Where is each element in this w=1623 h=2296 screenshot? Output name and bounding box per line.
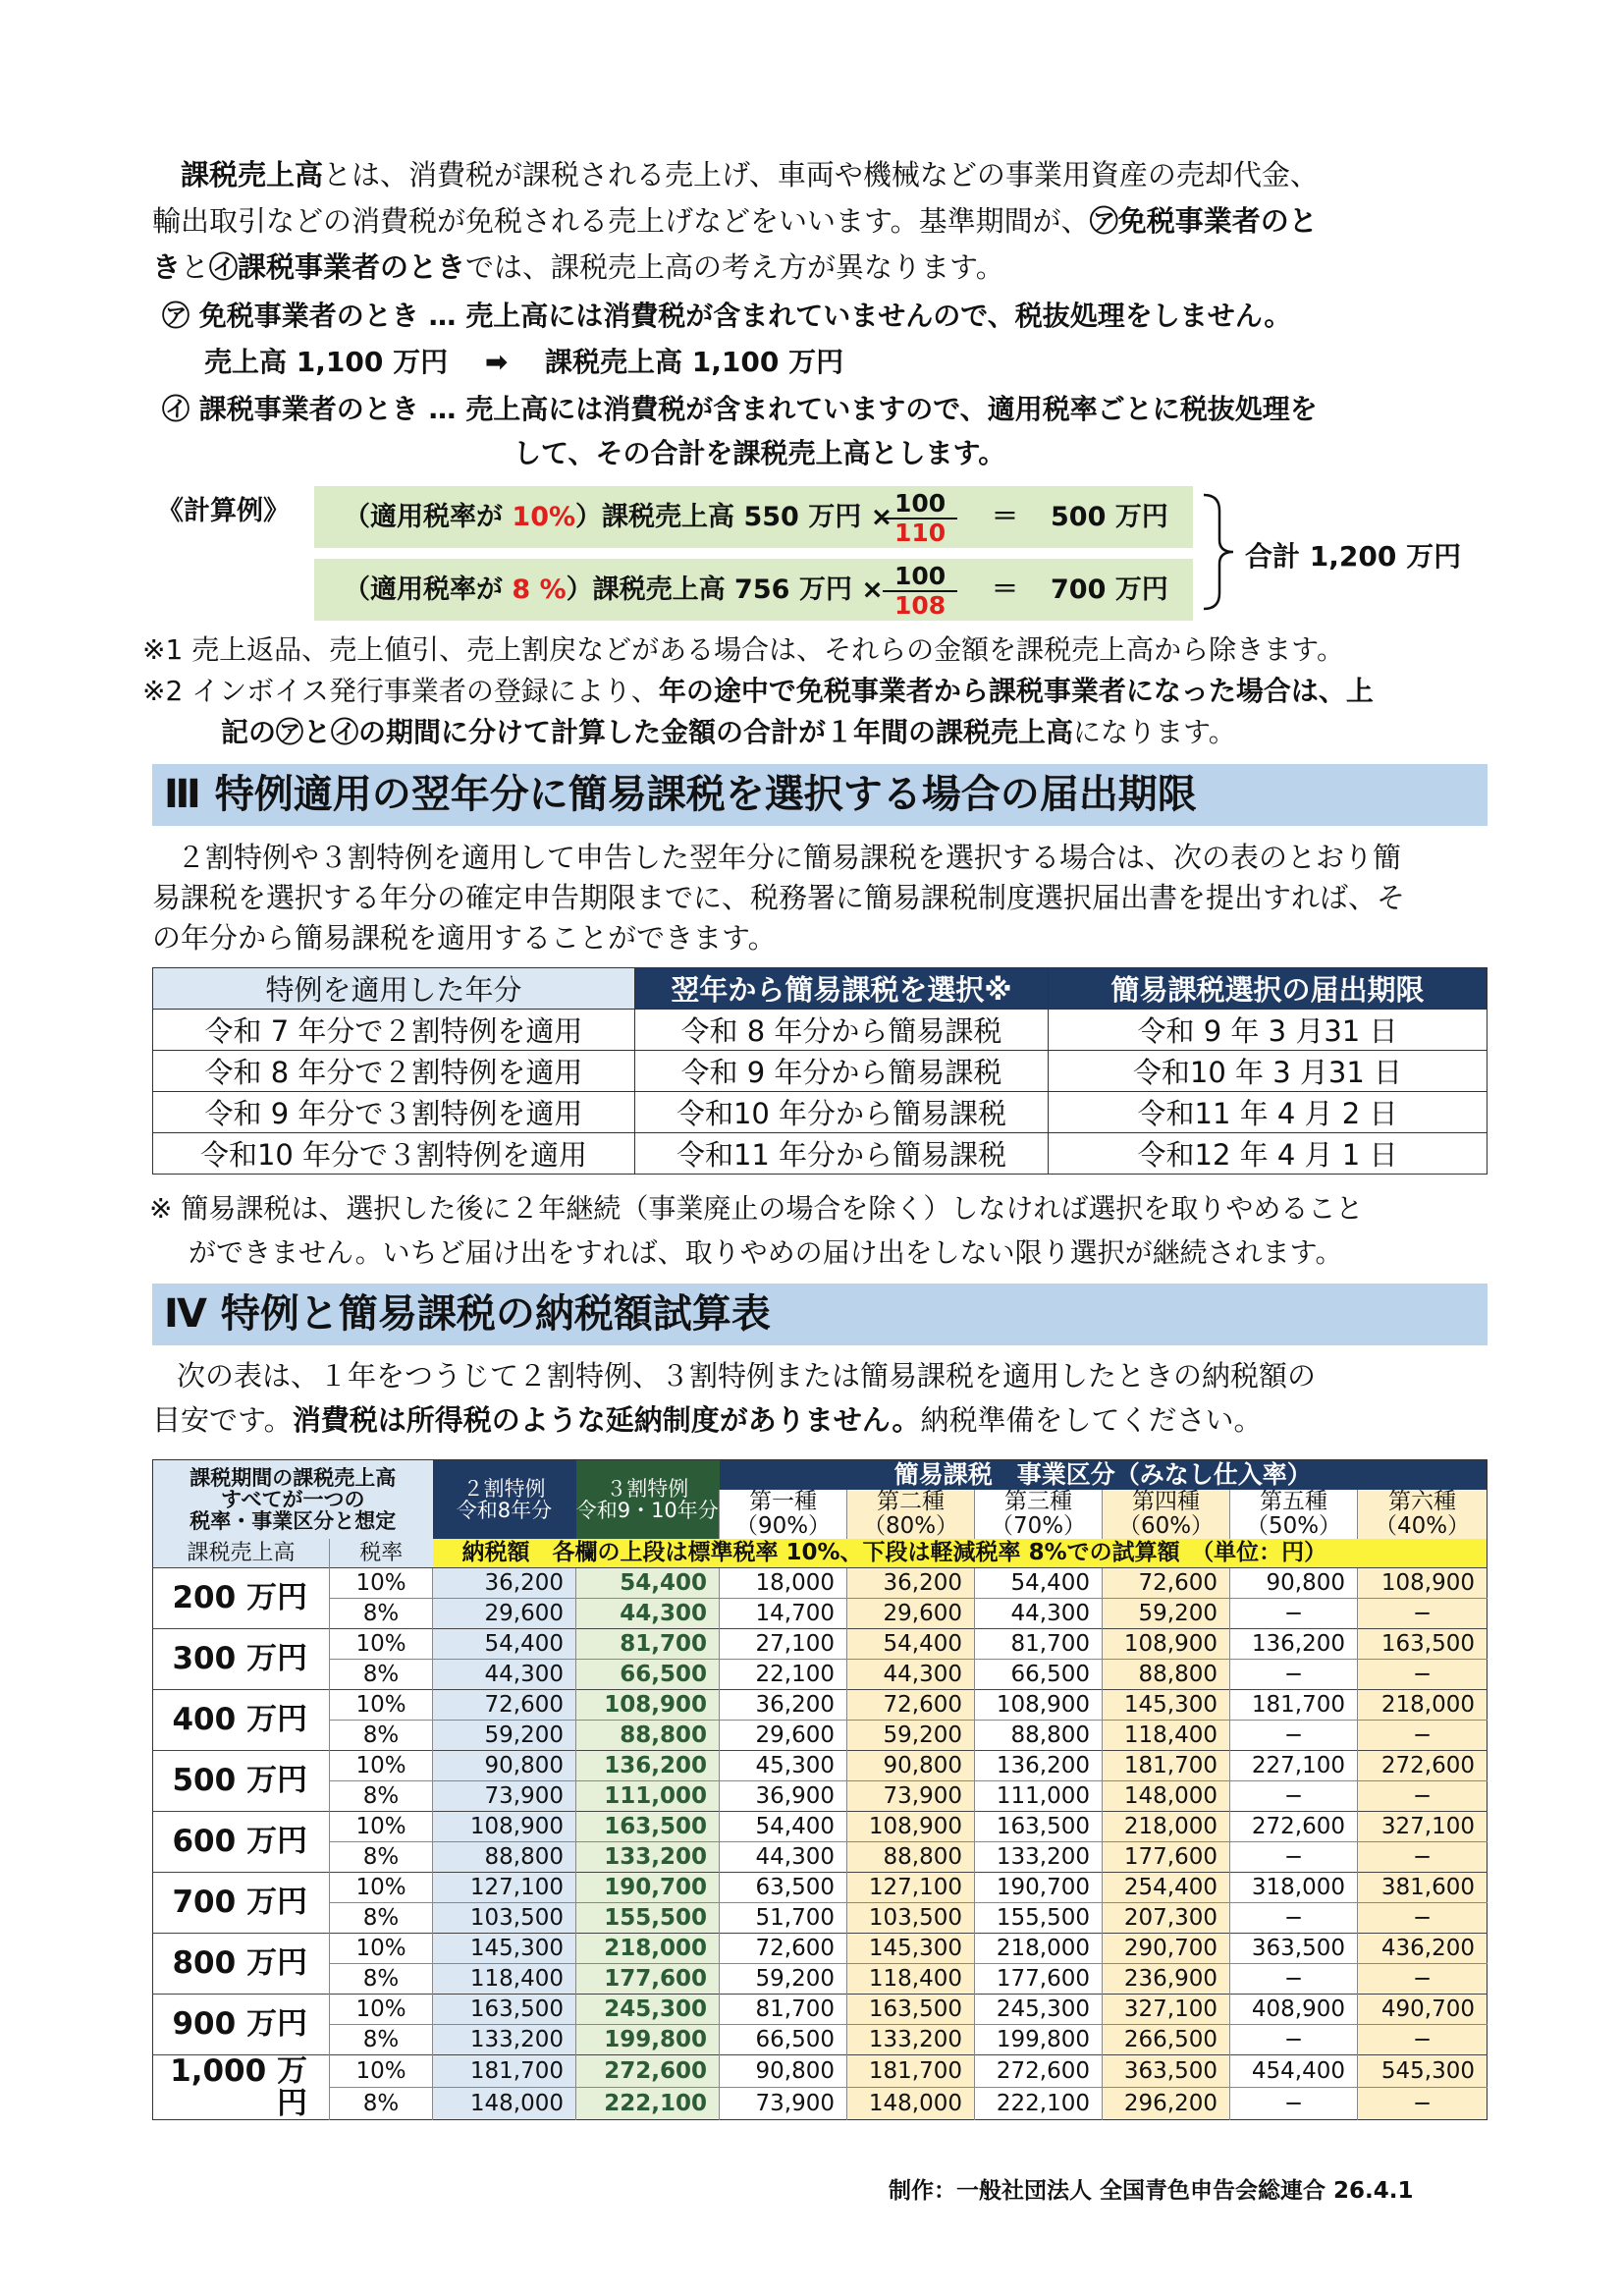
- tax-rate: 8%: [330, 1781, 433, 1812]
- tax-value: −: [1230, 1660, 1358, 1690]
- cell: 令和 9 年分で３割特例を適用: [153, 1092, 635, 1133]
- type-4-rate: （60%）: [1103, 1514, 1230, 1539]
- tax-value: 29,600: [433, 1599, 576, 1629]
- type-1-rate: （90%）: [720, 1514, 847, 1539]
- cell: 令和11 年分から簡易課税: [635, 1133, 1049, 1175]
- tax-value: 59,200: [847, 1721, 975, 1751]
- tax-rate: 10%: [330, 1995, 433, 2025]
- type-3-rate: （70%）: [975, 1514, 1103, 1539]
- tax-value: 72,600: [1103, 1568, 1230, 1599]
- tax-value: 218,000: [1358, 1690, 1488, 1721]
- tax-value: 44,300: [847, 1660, 975, 1690]
- tax-value: 218,000: [1103, 1812, 1230, 1842]
- tax-value: 73,900: [720, 2088, 847, 2120]
- tax-value: −: [1358, 1964, 1488, 1995]
- intro-line-1: [152, 152, 1488, 198]
- type-5: 第五種: [1230, 1490, 1358, 1514]
- calc-result: 500 万円: [1051, 502, 1168, 532]
- note-2-cont: [221, 709, 1556, 755]
- tax-value: −: [1230, 1721, 1358, 1751]
- tax-value: 54,400: [720, 1812, 847, 1842]
- tax-value: 29,600: [720, 1721, 847, 1751]
- tax-value: 148,000: [847, 2088, 975, 2120]
- tax-value: 36,200: [720, 1690, 847, 1721]
- sec3-para-2: 易課税を選択する年分の確定申告期限までに、税務署に簡易課税制度選択届出書を提出すれば、そ: [152, 881, 1406, 914]
- tax-value: −: [1358, 1660, 1488, 1690]
- tax-value: 63,500: [720, 1873, 847, 1903]
- tax-value: 136,200: [576, 1751, 720, 1781]
- tax-rate: 10%: [330, 1873, 433, 1903]
- hdr-line: 課税期間の課税売上高: [189, 1465, 397, 1490]
- case-a-label: ㋐ 免税事業者のとき … 売上高には消費税が含まれていませんので、税抜処理をしません。: [162, 300, 1292, 332]
- sales-amount: 1,000 万円: [153, 2055, 330, 2120]
- case-a-example: [204, 339, 1540, 385]
- cell: 令和12 年 4 月 1 日: [1049, 1133, 1488, 1175]
- tax-value: 163,500: [576, 1812, 720, 1842]
- tax-value: 108,900: [1103, 1629, 1230, 1660]
- tax-value: 88,800: [847, 1842, 975, 1873]
- sec4-para-1: [152, 1353, 1488, 1399]
- note-1: ※1 売上返品、売上値引、売上割戻などがある場合は、それらの金額を課税売上高から除きます。: [142, 633, 1344, 666]
- tax-value: 29,600: [847, 1599, 975, 1629]
- tax-value: 290,700: [1103, 1934, 1230, 1964]
- tax-value: 296,200: [1103, 2088, 1230, 2120]
- hdr-3wari: [576, 1460, 720, 1539]
- table-row: [153, 1812, 1488, 1842]
- hdr-line: 令和8年分: [456, 1498, 553, 1522]
- tax-value: 181,700: [1230, 1690, 1358, 1721]
- tax-value: 272,600: [576, 2055, 720, 2088]
- table-row: [153, 1964, 1488, 1995]
- equals: ＝: [992, 574, 1018, 605]
- note-text: ※2 インボイス発行事業者の登録により、: [142, 675, 659, 707]
- sec3-note-1: ※ 簡易課税は、選択した後に２年継続（事業廃止の場合を除く）しなければ選択を取りやめること: [149, 1192, 1364, 1225]
- tax-value: 108,900: [1358, 1568, 1488, 1599]
- tax-value: 145,300: [433, 1934, 576, 1964]
- calc-row-8: [314, 559, 1193, 621]
- note-bold: 記の㋐と㋑の期間に分けて計算した金額の合計が１年間の課税売上高: [221, 716, 1074, 748]
- cell: 令和 9 年分から簡易課税: [635, 1051, 1049, 1092]
- sales-amount: 200 万円: [153, 1568, 330, 1629]
- fraction: $\frac{100}{110}$: [883, 490, 957, 547]
- tax-value: −: [1358, 2025, 1488, 2055]
- table-row: [153, 2088, 1488, 2120]
- sales-amount: 600 万円: [153, 1812, 330, 1873]
- tax-rate: 10%: [330, 1812, 433, 1842]
- table-row: [153, 2055, 1488, 2088]
- table-body: [153, 1568, 1488, 2120]
- brace-icon: [1200, 491, 1239, 614]
- cell: 令和 7 年分で２割特例を適用: [153, 1010, 635, 1051]
- intro-text: 輸出取引などの消費税が免税される売上げなどをいいます。基準期間が、: [152, 204, 1090, 238]
- tax-value: −: [1230, 1964, 1358, 1995]
- type-1: 第一種: [720, 1490, 847, 1514]
- note-bold: 年の途中で免税事業者から課税事業者になった場合は、上: [658, 675, 1374, 707]
- tax-value: 90,800: [847, 1751, 975, 1781]
- tax-value: 236,900: [1103, 1964, 1230, 1995]
- tax-value: 245,300: [975, 1995, 1103, 2025]
- tax-value: 73,900: [433, 1781, 576, 1812]
- tax-value: 133,200: [975, 1842, 1103, 1873]
- hdr-2wari: [433, 1460, 576, 1539]
- tax-rate: 8%: [330, 1842, 433, 1873]
- arrow-right-icon: ➡: [484, 346, 509, 378]
- tax-estimate-table: [152, 1459, 1488, 2120]
- table-row: [153, 1092, 1488, 1133]
- tax-value: −: [1230, 1842, 1358, 1873]
- intro-line-2: [152, 198, 1488, 245]
- deadline-table: [152, 967, 1488, 1175]
- tax-value: 51,700: [720, 1903, 847, 1934]
- cell: 令和 8 年分で２割特例を適用: [153, 1051, 635, 1092]
- hdr-kani: 簡易課税 事業区分（みなし仕入率）: [720, 1460, 1488, 1490]
- tax-value: 54,400: [847, 1629, 975, 1660]
- tax-value: 54,400: [975, 1568, 1103, 1599]
- tax-value: 54,400: [576, 1568, 720, 1599]
- tax-value: 111,000: [975, 1781, 1103, 1812]
- table-row: [153, 1873, 1488, 1903]
- case-b-label: ㋑ 課税事業者のとき … 売上高には消費税が含まれていますので、適用税率ごとに税抜処理を: [162, 393, 1318, 425]
- tax-value: 136,200: [975, 1751, 1103, 1781]
- tax-value: 454,400: [1230, 2055, 1358, 2088]
- fraction: $\frac{100}{108}$: [883, 563, 957, 620]
- table-row: [153, 1629, 1488, 1660]
- tax-value: 133,200: [433, 2025, 576, 2055]
- tax-value: 59,200: [1103, 1599, 1230, 1629]
- tax-value: 44,300: [433, 1660, 576, 1690]
- hdr-line: ２割特例: [462, 1476, 546, 1501]
- table-row: [153, 1568, 1488, 1599]
- tax-value: 181,700: [433, 2055, 576, 2088]
- tax-value: 103,500: [433, 1903, 576, 1934]
- tax-value: 81,700: [720, 1995, 847, 2025]
- tax-value: 36,900: [720, 1781, 847, 1812]
- tax-value: 108,900: [576, 1690, 720, 1721]
- hdr-line: 税率・事業区分と想定: [189, 1508, 397, 1533]
- tax-value: 145,300: [1103, 1690, 1230, 1721]
- table-row: [153, 1599, 1488, 1629]
- tax-rate: 10%: [330, 1751, 433, 1781]
- tax-value: −: [1230, 1781, 1358, 1812]
- tax-value: 66,500: [576, 1660, 720, 1690]
- table-row: [153, 1721, 1488, 1751]
- tax-value: −: [1358, 1781, 1488, 1812]
- tax-value: 118,400: [847, 1964, 975, 1995]
- sec3-para-3: の年分から簡易課税を適用することができます。: [152, 921, 777, 955]
- type-5-rate: （50%）: [1230, 1514, 1358, 1539]
- tax-value: 266,500: [1103, 2025, 1230, 2055]
- cell: 令和10 年 3 月31 日: [1049, 1051, 1488, 1092]
- table-row: [153, 1690, 1488, 1721]
- th-deadline: 簡易課税選択の届出期限: [1049, 968, 1488, 1010]
- cell: 令和 9 年 3 月31 日: [1049, 1010, 1488, 1051]
- tax-value: 148,000: [1103, 1781, 1230, 1812]
- type-2-rate: （80%）: [847, 1514, 975, 1539]
- sales-amount: 800 万円: [153, 1934, 330, 1995]
- type-6-rate: （40%）: [1358, 1514, 1488, 1539]
- tax-rate: 10%: [330, 1934, 433, 1964]
- footer-credit: 制作：一般社団法人 全国青色申告会総連合 26.4.1: [889, 2178, 1414, 2204]
- tax-value: 490,700: [1358, 1995, 1488, 2025]
- tax-value: 163,500: [1358, 1629, 1488, 1660]
- tax-value: 88,800: [975, 1721, 1103, 1751]
- tax-rate: 10%: [330, 1629, 433, 1660]
- tax-value: 163,500: [847, 1995, 975, 2025]
- tax-value: 81,700: [576, 1629, 720, 1660]
- tax-value: 222,100: [576, 2088, 720, 2120]
- tax-value: 18,000: [720, 1568, 847, 1599]
- tax-value: 72,600: [847, 1690, 975, 1721]
- tax-value: 66,500: [720, 2025, 847, 2055]
- table-row: [153, 1842, 1488, 1873]
- tax-value: 111,000: [576, 1781, 720, 1812]
- tax-rate: 8%: [330, 1964, 433, 1995]
- tax-value: 408,900: [1230, 1995, 1358, 2025]
- para-text: 納税準備をしてください。: [920, 1403, 1263, 1437]
- tax-value: 363,500: [1230, 1934, 1358, 1964]
- intro-text: とは、消費税が課税される売上げ、車両や機械などの事業用資産の売却代金、: [323, 158, 1319, 191]
- tax-value: 103,500: [847, 1903, 975, 1934]
- tax-value: 108,900: [975, 1690, 1103, 1721]
- tax-value: 222,100: [975, 2088, 1103, 2120]
- table-row: [153, 1751, 1488, 1781]
- tax-value: 90,800: [433, 1751, 576, 1781]
- tax-value: 227,100: [1230, 1751, 1358, 1781]
- tax-value: 181,700: [847, 2055, 975, 2088]
- tax-value: −: [1358, 2088, 1488, 2120]
- calc-text: （適用税率が: [344, 574, 513, 605]
- table-row: [153, 1995, 1488, 2025]
- para-text: ２割特例や３割特例を適用して申告した翌年分に簡易課税を選択する場合は、次の表のとおり簡: [177, 841, 1402, 874]
- tax-value: −: [1358, 1599, 1488, 1629]
- tax-value: 163,500: [975, 1812, 1103, 1842]
- sales-amount: 500 万円: [153, 1751, 330, 1812]
- tax-value: 108,900: [433, 1812, 576, 1842]
- tax-value: 181,700: [1103, 1751, 1230, 1781]
- hdr-line: 令和9・10年分: [575, 1498, 719, 1522]
- sales-amount: 400 万円: [153, 1690, 330, 1751]
- cell: 令和10 年分で３割特例を適用: [153, 1133, 635, 1175]
- note-2: [142, 668, 1478, 714]
- tax-value: 127,100: [433, 1873, 576, 1903]
- tax-rate: 10%: [330, 1568, 433, 1599]
- tax-rate: 10%: [330, 1690, 433, 1721]
- tax-value: 245,300: [576, 1995, 720, 2025]
- para-text: 目安です。: [152, 1403, 293, 1437]
- tax-rate: 8%: [330, 1599, 433, 1629]
- type-4: 第四種: [1103, 1490, 1230, 1514]
- tax-value: 27,100: [720, 1629, 847, 1660]
- cell: 令和10 年分から簡易課税: [635, 1092, 1049, 1133]
- tax-value: 363,500: [1103, 2055, 1230, 2088]
- col-sales: 課税売上高: [153, 1539, 330, 1568]
- rate-8: 8 %: [512, 574, 567, 605]
- table-row: [153, 2025, 1488, 2055]
- tax-value: 190,700: [576, 1873, 720, 1903]
- unit-bar: 納税額 各欄の上段は標準税率 10%、下段は軽減税率 8%での試算額 （単位：円）: [433, 1539, 1488, 1568]
- intro-text: と: [181, 250, 210, 284]
- tax-rate: 8%: [330, 1903, 433, 1934]
- tax-value: −: [1358, 1721, 1488, 1751]
- tax-value: 59,200: [720, 1964, 847, 1995]
- type-2: 第二種: [847, 1490, 975, 1514]
- tax-value: 108,900: [847, 1812, 975, 1842]
- intro-bold: き: [152, 250, 182, 284]
- table-row: [153, 1903, 1488, 1934]
- table-row: [153, 1934, 1488, 1964]
- tax-value: 177,600: [975, 1964, 1103, 1995]
- term-taxable-sales: 課税売上高: [181, 158, 324, 191]
- tax-value: 381,600: [1358, 1873, 1488, 1903]
- tax-value: 72,600: [720, 1934, 847, 1964]
- tax-value: 136,200: [1230, 1629, 1358, 1660]
- tax-value: 36,200: [847, 1568, 975, 1599]
- tax-value: 81,700: [975, 1629, 1103, 1660]
- case-b-label-2: して、その合計を課税売上高とします。: [514, 437, 1006, 469]
- calc-row-10: [314, 486, 1193, 548]
- tax-value: 14,700: [720, 1599, 847, 1629]
- type-6: 第六種: [1358, 1490, 1488, 1514]
- tax-value: 190,700: [975, 1873, 1103, 1903]
- table-row: [153, 1781, 1488, 1812]
- calc-title: 《計算例》: [157, 496, 290, 526]
- cell: 令和 8 年分から簡易課税: [635, 1010, 1049, 1051]
- tax-value: 318,000: [1230, 1873, 1358, 1903]
- sales-amount: 300 万円: [153, 1629, 330, 1690]
- tax-value: 118,400: [1103, 1721, 1230, 1751]
- hdr-line: ３割特例: [606, 1476, 689, 1501]
- tax-value: 36,200: [433, 1568, 576, 1599]
- tax-rate: 8%: [330, 1721, 433, 1751]
- tax-value: 90,800: [1230, 1568, 1358, 1599]
- tax-value: 218,000: [975, 1934, 1103, 1964]
- tax-rate: 10%: [330, 2055, 433, 2088]
- tax-value: 66,500: [975, 1660, 1103, 1690]
- tax-value: −: [1358, 1842, 1488, 1873]
- cell: 令和11 年 4 月 2 日: [1049, 1092, 1488, 1133]
- tax-value: 254,400: [1103, 1873, 1230, 1903]
- tax-value: 118,400: [433, 1964, 576, 1995]
- tax-value: 22,100: [720, 1660, 847, 1690]
- tax-value: 88,800: [433, 1842, 576, 1873]
- tax-rate: 8%: [330, 2088, 433, 2120]
- th-year: 特例を適用した年分: [153, 968, 635, 1010]
- tax-value: 163,500: [433, 1995, 576, 2025]
- table-row: [153, 1051, 1488, 1092]
- section-4-heading: Ⅳ 特例と簡易課税の納税額試算表: [152, 1284, 1488, 1345]
- tax-value: 327,100: [1358, 1812, 1488, 1842]
- tax-value: 436,200: [1358, 1934, 1488, 1964]
- tax-value: 272,600: [1230, 1812, 1358, 1842]
- tax-value: 44,300: [720, 1842, 847, 1873]
- calc-text: ）課税売上高 756 万円 ×: [566, 574, 884, 605]
- sales-amount: 900 万円: [153, 1995, 330, 2055]
- tax-value: 545,300: [1358, 2055, 1488, 2088]
- tax-value: −: [1230, 2088, 1358, 2120]
- tax-value: −: [1230, 1903, 1358, 1934]
- tax-value: 44,300: [576, 1599, 720, 1629]
- tax-value: 59,200: [433, 1721, 576, 1751]
- tax-rate: 8%: [330, 2025, 433, 2055]
- tax-value: 88,800: [1103, 1660, 1230, 1690]
- para-bold: 消費税は所得税のような延納制度がありません。: [292, 1403, 921, 1437]
- tax-value: −: [1230, 1599, 1358, 1629]
- intro-text: では、課税売上高の考え方が異なります。: [465, 250, 1004, 284]
- tax-value: 133,200: [847, 2025, 975, 2055]
- tax-value: 45,300: [720, 1751, 847, 1781]
- tax-value: 207,300: [1103, 1903, 1230, 1934]
- rate-10: 10%: [512, 502, 576, 532]
- hdr-line: すべてが一つの: [220, 1487, 365, 1511]
- example-right: 課税売上高 1,100 万円: [545, 346, 844, 378]
- calc-total: 合計 1,200 万円: [1245, 540, 1462, 573]
- para-text: 次の表は、１年をつうじて２割特例、３割特例または簡易課税を適用したときの納税額の: [177, 1359, 1317, 1393]
- calc-text: （適用税率が: [344, 502, 513, 532]
- sec3-para-1: [152, 835, 1488, 881]
- table-row: [153, 1010, 1488, 1051]
- th-select: 翌年から簡易課税を選択※: [635, 968, 1049, 1010]
- tax-rate: 8%: [330, 1660, 433, 1690]
- tax-value: 145,300: [847, 1934, 975, 1964]
- table-row: [153, 1133, 1488, 1175]
- sales-amount: 700 万円: [153, 1873, 330, 1934]
- calc-text: ）課税売上高 550 万円 ×: [575, 502, 893, 532]
- tax-value: 127,100: [847, 1873, 975, 1903]
- calc-result: 700 万円: [1051, 574, 1168, 605]
- hdr-assumption: [153, 1460, 433, 1539]
- sec4-para-2: [152, 1397, 1488, 1444]
- tax-value: 155,500: [576, 1903, 720, 1934]
- tax-value: −: [1230, 2025, 1358, 2055]
- tax-value: 155,500: [975, 1903, 1103, 1934]
- tax-value: 133,200: [576, 1842, 720, 1873]
- tax-value: 90,800: [720, 2055, 847, 2088]
- intro-line-3: [152, 245, 1488, 291]
- tax-value: 72,600: [433, 1690, 576, 1721]
- section-3-heading: Ⅲ 特例適用の翌年分に簡易課税を選択する場合の届出期限: [152, 764, 1488, 826]
- tax-value: 88,800: [576, 1721, 720, 1751]
- tax-value: 199,800: [975, 2025, 1103, 2055]
- tax-value: 73,900: [847, 1781, 975, 1812]
- intro-bold: ㋐免税事業者のと: [1089, 204, 1318, 238]
- tax-value: 272,600: [1358, 1751, 1488, 1781]
- equals: ＝: [992, 502, 1018, 532]
- table-row: [153, 1660, 1488, 1690]
- tax-value: 54,400: [433, 1629, 576, 1660]
- tax-value: 327,100: [1103, 1995, 1230, 2025]
- tax-value: 177,600: [1103, 1842, 1230, 1873]
- tax-value: 218,000: [576, 1934, 720, 1964]
- intro-bold: ㋑課税事業者のとき: [209, 250, 466, 284]
- example-left: 売上高 1,100 万円: [204, 346, 449, 378]
- tax-value: 148,000: [433, 2088, 576, 2120]
- col-rate: 税率: [330, 1539, 433, 1568]
- sec3-note-2: ができません。いちど届け出をすれば、取りやめの届け出をしない限り選択が継続されます。: [189, 1236, 1343, 1269]
- type-3: 第三種: [975, 1490, 1103, 1514]
- note-text: になります。: [1073, 716, 1236, 748]
- tax-value: −: [1358, 1903, 1488, 1934]
- tax-value: 44,300: [975, 1599, 1103, 1629]
- tax-value: 199,800: [576, 2025, 720, 2055]
- tax-value: 177,600: [576, 1964, 720, 1995]
- tax-value: 272,600: [975, 2055, 1103, 2088]
